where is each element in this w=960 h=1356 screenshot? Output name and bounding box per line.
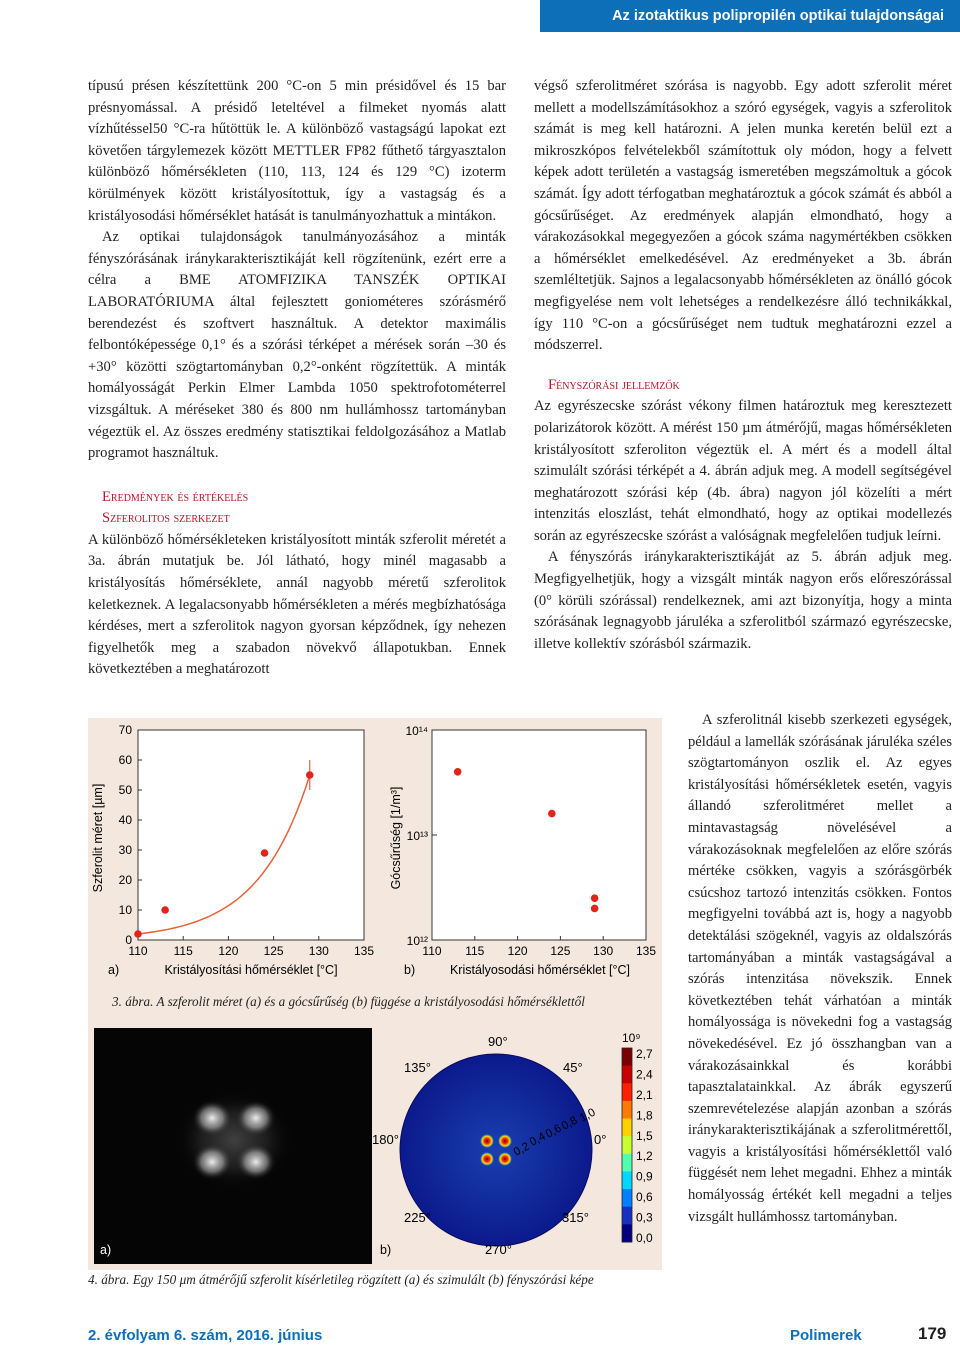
colorbar-tick-label: 1,8 — [636, 1108, 653, 1123]
section-heading: Eredmények és értékelés — [102, 488, 249, 505]
y-axis-label: Szferolit méret [µm] — [91, 783, 105, 893]
x-tick-label: 120 — [507, 944, 528, 958]
paragraph: végső szferolitméret szórása is nagyobb. Egy adott szferolit méret mellett a modellszámításokhoz a szóró egységek, vagyis a szferolitok számát is meg kell határozni. A jelen munka keretén belül ezt a mikroszkópos felvételekből számítottuk oly módon, hogy a felvett képek adott területén a vastagság ismeretében megszámoltuk a gócok számát. Így adott térfogatban meghatároztuk a gócok számát és abból a gócsűrűséget. Az eredmények alapján elmondható, hogy a várakozásokkal megegyezően a gócok száma nagymértékben csökken a hőmérséklet emelkedésével. Az eredményeket a 3b. ábrán szemléltetjük. Sajnos a legalacsonyabb hőmérsékleten az önálló gócok megfigyelése nem volt lehetséges a rendelkezésre álló technikákkal, így 110 °C-on a gócsűrűséget nem tudtuk meghatározni ezzel a módszerrel. — [534, 78, 952, 354]
plot-area — [138, 730, 364, 940]
colorbar-segment — [622, 1119, 632, 1137]
data-point — [134, 930, 142, 938]
x-tick-label: 125 — [550, 944, 571, 958]
figure-4 — [88, 1022, 662, 1270]
colorbar-tick-label: 0,3 — [636, 1210, 653, 1225]
subsection-heading: Szferolitos szerkezet — [102, 510, 230, 527]
colorbar-segment — [622, 1101, 632, 1119]
x-tick-label: 110 — [422, 944, 442, 958]
radial-tick-label: 0,8 — [559, 1114, 580, 1133]
x-tick-label: 135 — [635, 944, 657, 958]
y-tick-label: 10¹² — [406, 934, 428, 948]
radial-tick-label: 0,4 — [527, 1130, 548, 1149]
x-tick-label: 130 — [593, 944, 614, 958]
y-tick-label: 50 — [118, 783, 132, 797]
running-header-title: Az izotaktikus polipropilén optikai tulajdonságai — [612, 8, 944, 24]
colorbar-segment — [622, 1171, 632, 1189]
footer-page: 179 — [918, 1324, 947, 1343]
colorbar-tick-label: 2,7 — [636, 1047, 653, 1061]
figure-4-images — [88, 1022, 662, 1270]
paragraph: Az egyrészecske szórást vékony filmen határoztuk meg keresztezett polarizátorok között. A mérést 150 µm átmérőjű, magas hőmérsékleten kristályosított szferoliton végeztük el. A mért és a modell által szimulált szórási térképét a 4. ábrán adjuk meg. A modell segítségével meghatározott szórási kép (4b. ábra) nagyon jól közelíti a mért intenzitás eloszlást, tehát elmondható, hogy az optikai modellezés során az egyrészecske szórást a valóságnak megfelelően tudjuk leírni. — [534, 398, 952, 544]
data-point — [306, 771, 314, 779]
angle-label: 135° — [404, 1060, 431, 1075]
data-point — [591, 905, 599, 913]
y-tick-label: 40 — [118, 813, 132, 827]
left-column — [88, 76, 506, 681]
colorbar-tick-label: 0,9 — [636, 1169, 653, 1184]
colorbar-segment — [622, 1136, 632, 1154]
x-tick-label: 110 — [128, 944, 148, 958]
colorbar-segment — [622, 1083, 632, 1101]
angle-label: 45° — [563, 1060, 583, 1075]
colorbar-title: 10⁹ — [622, 1031, 641, 1045]
right-column-narrow — [688, 710, 952, 1228]
x-axis-label: Kristályosodási hőmérséklet [°C] — [449, 963, 631, 977]
x-tick-label: 115 — [173, 944, 193, 958]
plot-area — [432, 730, 646, 940]
colorbar-tick-label: 2,4 — [636, 1067, 653, 1082]
colorbar-segment — [622, 1189, 632, 1207]
data-point — [454, 768, 462, 776]
colorbar-segment — [622, 1066, 632, 1084]
y-tick-label: 30 — [118, 843, 132, 857]
angle-label: 225° — [404, 1210, 431, 1225]
data-point — [591, 894, 599, 902]
paragraph: A különböző hőmérsékleteken kristályosított minták szferolit méretét a 3a. ábrán mutatjuk be. Jól látható, hogy minél magasabb a kristályosítás hőmérséklete, annál nagyobb méretű szferolitok keletkeznek. A legalacsonyabb hőmérsékleten a mérés megbízhatósága kérdéses, mert a szferolitok nagyon gyorsan képződnek, így nehezen figyelhetők meg a szabadon növekvő állapotukban. Ennek következtében a meghatározott — [88, 531, 506, 678]
colorbar-tick-label: 0,0 — [636, 1231, 653, 1245]
x-tick-label: 115 — [465, 944, 485, 958]
figure-3 — [88, 718, 662, 1022]
data-point — [161, 906, 169, 914]
footer-journal: Polimerek — [790, 1327, 862, 1344]
figure-3-caption: 3. ábra. A szferolit méret (a) és a gócsűrűség (b) függése a kristályosodási hőmérséklettől — [112, 994, 585, 1009]
x-tick-label: 130 — [308, 944, 329, 958]
x-axis-label: Kristályosítási hőmérséklet [°C] — [164, 963, 338, 977]
footer-issue: 2. évfolyam 6. szám, 2016. június — [88, 1327, 323, 1344]
y-tick-label: 0 — [125, 933, 132, 947]
panel-label: b) — [404, 963, 416, 977]
x-tick-label: 135 — [353, 944, 375, 958]
paragraph: típusú présen készítettünk 200 °C-on 5 min présidővel és 15 bar présnyomással. A présidő leteltével a filmeket nyomás alatt vízhűtéssel50 °C-ra hűtöttük le. A különböző vastagságú lapokat ezt követően tárgylemezek között METTLER FP82 fűthető tárgyasztalon különböző hőmérsékleten (110, 113, 124 és 129 °C) izoterm körülmények között kristályosítottuk, így a vastagság és a kristályosodási hőmérséklet hatását is tanulmányozhattuk a mintákon. — [88, 78, 506, 224]
subsection-heading: Fényszórási jellemzők — [548, 376, 680, 393]
y-tick-label: 10¹⁴ — [405, 724, 428, 738]
paragraph: A szferolitnál kisebb szerkezeti egységek, például a lamellák szórásának járuléka széles szögtartományon oszlik el. Az egyes kristályosítási hőmérsékletek esetén, vagyis állandó szferolitméret mellet a mintavastagság növelésével a várakozásoknak megfelelően az előre szórás mértéke csökken, vagyis a szórásgörbék csúcshoz tartozó intenzitás csökken. Fontos megfigyelni továbbá azt is, hogy a nagyobb detektálási szögeknél, vagyis az oldalszórás tartományában a minták vastagságával a szórás intenzitása növekszik. Ennek következtében tehát várhatóan a minták homályossága is növekedni fog a vastagság növekedésével. Ez jó összhangban van a várakozásainkkal és korábbi tapasztalatainkkal. Az ábrák egyszerű szemrevételezése alapján azonban a szórás iránykarakterisztikájának a szferolitmérettől, vagyis a kristályosítási hőmérséklettől való függését nem lehet megadni. Ehhez a minták homályosság értékét kell megadni a teljes vizsgált hullámhossz tartományban. — [688, 712, 952, 1225]
colorbar-segment — [622, 1048, 632, 1066]
y-tick-label: 10¹³ — [406, 829, 428, 843]
colorbar-segment — [622, 1207, 632, 1225]
data-point — [261, 849, 269, 857]
data-point — [548, 810, 556, 818]
colorbar-tick-label: 1,5 — [636, 1128, 653, 1143]
scattering-lobes — [174, 1090, 294, 1190]
colorbar-tick-label: 2,1 — [636, 1087, 653, 1102]
radial-tick-label: 0,6 — [543, 1122, 564, 1141]
running-header — [540, 0, 960, 32]
figure-3-charts — [88, 718, 662, 1022]
x-tick-label: 120 — [218, 944, 239, 958]
radial-tick-label: 1,0 — [577, 1106, 598, 1125]
y-tick-label: 10 — [118, 903, 132, 917]
y-tick-label: 60 — [118, 753, 132, 767]
colorbar-segment — [622, 1224, 632, 1242]
angle-label: 0° — [594, 1132, 607, 1147]
panel-label: a) — [100, 1243, 112, 1257]
angle-label: 270° — [485, 1242, 512, 1257]
paragraph: Az optikai tulajdonságok tanulmányozásához a minták fényszórásának iránykarakterisztikáját kell rögzítenünk, ezért erre a célra a BME ATOMFIZIKA TANSZÉK OPTIKAI LABORATÓRIUMA által fejlesztett goniométeres szórásmérő berendezést és szoftvert használtuk. A detektor maximális felbontóképessége 0,1° és a szórási térképet a mérések során –30 és +30° közötti szögtartományban 0,2°-onként rögzítettük. A minták homályosságát Perkin Elmer Lambda 1050 spektrofotométerrel vizsgáltuk. A méréseket 380 és 800 nm hullámhossz tartományban végeztük el. Az összes eredmény statisztikai feldolgozásához a Matlab programot használtuk. — [88, 229, 506, 462]
colorbar-tick-label: 0,6 — [636, 1190, 653, 1205]
panel-label: b) — [380, 1243, 392, 1257]
panel-label: a) — [108, 963, 120, 977]
radial-tick-label: 0,2 — [511, 1140, 532, 1159]
colorbar-tick-label: 1,2 — [636, 1149, 653, 1164]
right-column-top — [534, 76, 952, 655]
x-tick-label: 125 — [263, 944, 284, 958]
y-tick-label: 20 — [118, 873, 132, 887]
angle-label: 315° — [562, 1210, 589, 1225]
y-tick-label: 70 — [118, 723, 132, 737]
y-axis-label: Gócsűrűség [1/m³] — [389, 786, 403, 890]
figure-4-caption: 4. ábra. Egy 150 μm átmérőjű szferolit kísérletileg rögzített (a) és szimulált (b) fényszórási képe — [88, 1272, 594, 1287]
paragraph: A fényszórás iránykarakterisztikáját az 5. ábrán adjuk meg. Megfigyelhetjük, hogy a vizsgált minták nagyon erős előreszórással (0° körüli szórással) rendelkeznek, ami azt bizonyítja, hogy a minta szórásának legnagyobb járuléka a szferolitból származó egyrészecske, illetve kollektív szórásból származik. — [534, 549, 952, 652]
colorbar-segment — [622, 1154, 632, 1172]
angle-label: 90° — [488, 1034, 508, 1049]
angle-label: 180° — [372, 1132, 399, 1147]
